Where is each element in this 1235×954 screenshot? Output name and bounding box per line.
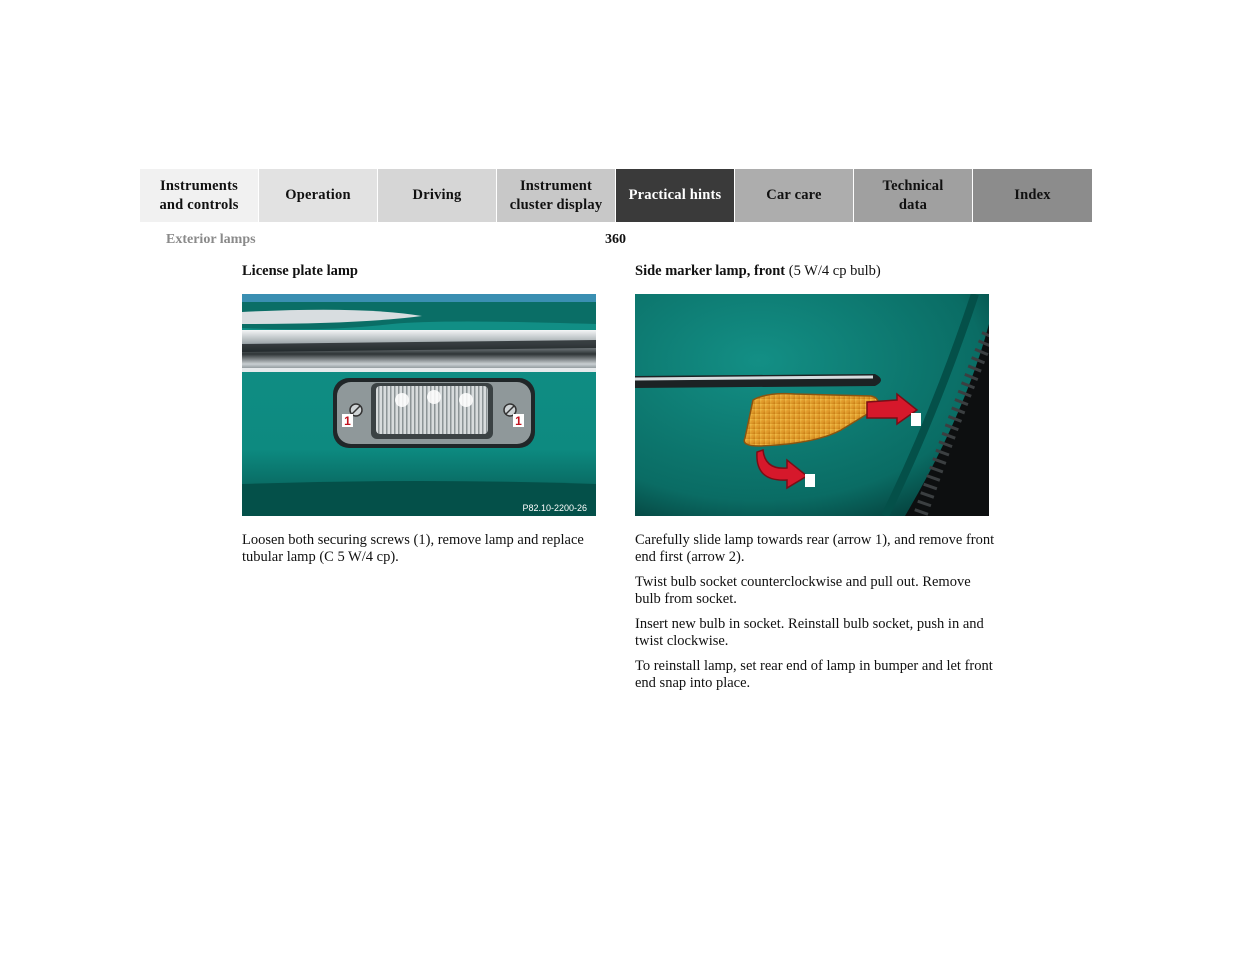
callout-right: 1: [515, 414, 522, 428]
license-plate-lamp-heading: [242, 263, 358, 280]
heading-spec-text: (5 W/4 cp bulb): [785, 263, 881, 279]
license-plate-lamp-illustration: [242, 294, 596, 516]
tab-technical-data[interactable]: Technical data: [854, 169, 973, 222]
tab-driving[interactable]: Driving: [378, 169, 497, 222]
figure-code: P82.10-2200-26: [522, 503, 587, 513]
chapter-tabs: [140, 169, 1095, 222]
side-marker-lamp-figure: [635, 294, 989, 516]
callout-left: 1: [344, 414, 351, 428]
tab-operation[interactable]: Operation: [259, 169, 378, 222]
license-plate-lamp-figure: [242, 294, 596, 516]
side-marker-lamp-illustration: [635, 294, 989, 516]
tab-index[interactable]: Index: [973, 169, 1092, 222]
side-marker-step-4: To reinstall lamp, set rear end of lamp in bumper and let front end snap into place.: [635, 658, 993, 691]
side-marker-step-3: Insert new bulb in socket. Reinstall bulb socket, push in and twist clockwise.: [635, 616, 984, 649]
tab-practical-hints[interactable]: Practical hints: [616, 169, 735, 222]
tab-instruments-and-controls[interactable]: Instruments and controls: [140, 169, 259, 222]
section-title: Exterior lamps: [166, 232, 256, 247]
side-marker-step-1: Carefully slide lamp towards rear (arrow 1), and remove front end first (arrow 2).: [635, 532, 995, 565]
tab-car-care[interactable]: Car care: [735, 169, 854, 222]
side-marker-lamp-heading: [635, 263, 881, 280]
side-marker-step-2: Twist bulb socket counterclockwise and pull out. Remove bulb from socket.: [635, 574, 971, 607]
heading-text: License plate lamp: [242, 263, 358, 279]
heading-bold-text: Side marker lamp, front: [635, 263, 786, 279]
tab-instrument-cluster-display[interactable]: Instrument cluster display: [497, 169, 616, 222]
page-number: 360: [605, 232, 626, 247]
license-plate-instructions: Loosen both securing screws (1), remove lamp and replace tubular lamp (C 5 W/4 cp).: [242, 532, 584, 565]
